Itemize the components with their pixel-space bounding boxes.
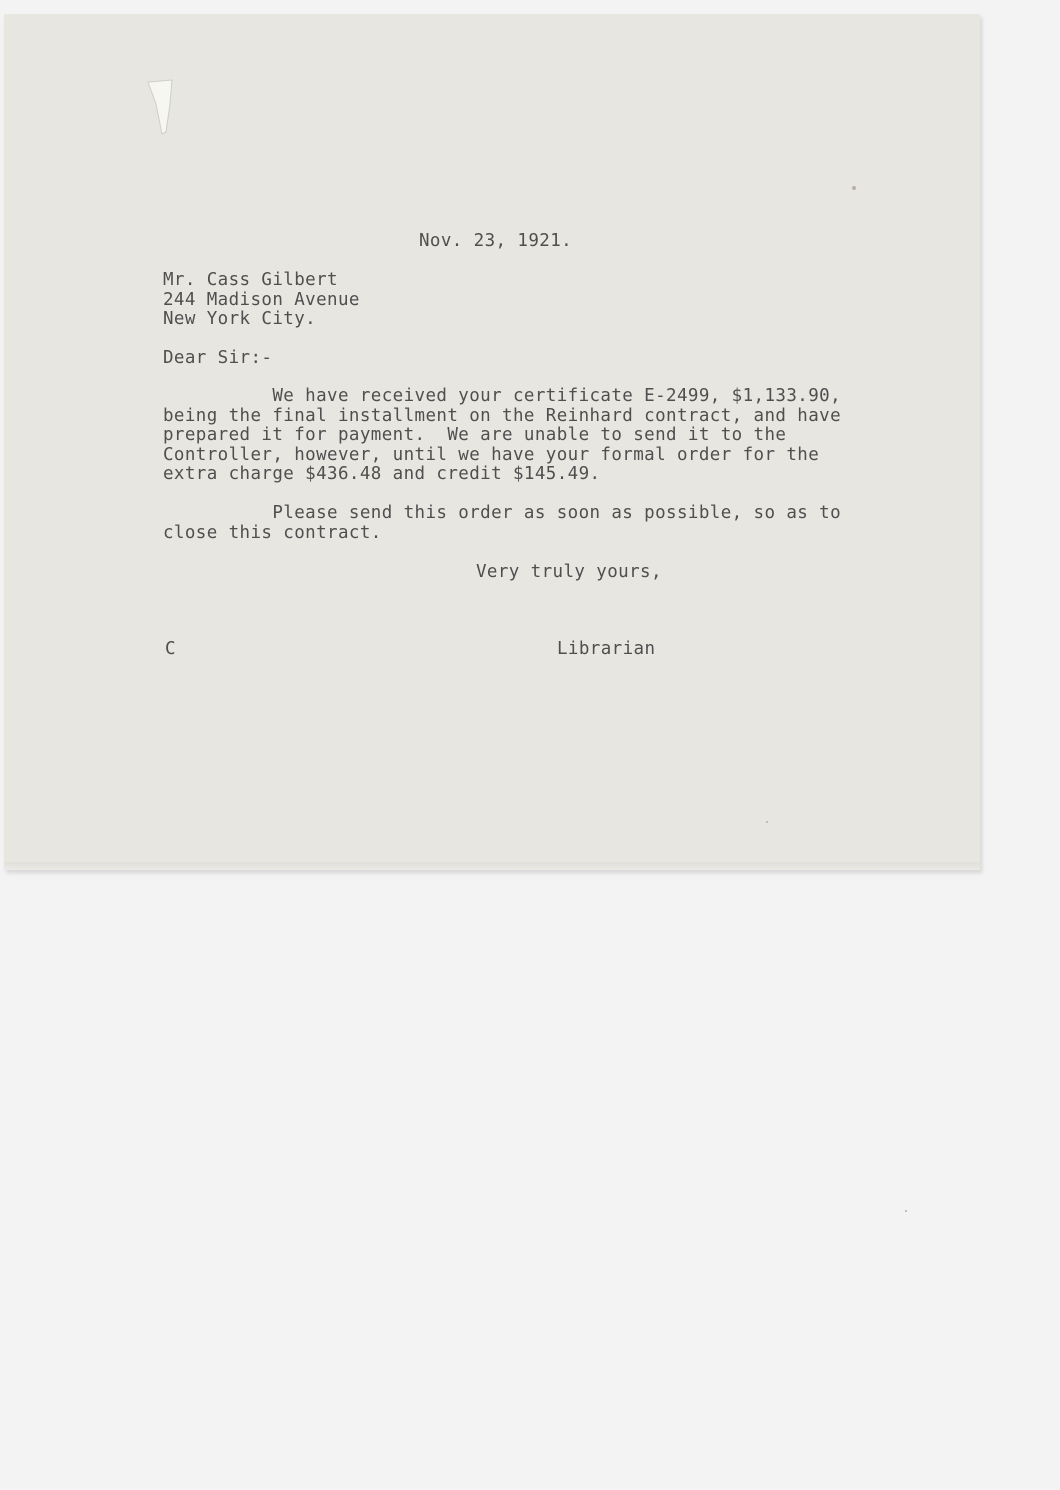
body-paragraph-1 xyxy=(163,387,841,485)
paragraph-line: extra charge $436.48 and credit $145.49. xyxy=(163,464,601,484)
recipient-line: 244 Madison Avenue xyxy=(163,289,360,310)
signature-title: Librarian xyxy=(557,639,656,659)
paragraph-line: We have received your certificate E-2499, $1,133.90, xyxy=(163,386,842,406)
paragraph-line: Please send this order as soon as possible, so as to xyxy=(163,503,842,523)
letter-date: Nov. 23, 1921. xyxy=(419,231,573,251)
complimentary-close: Very truly yours, xyxy=(476,562,662,582)
paragraph-line: being the final installment on the Reinhard contract, and have xyxy=(163,405,842,426)
recipient-line: Mr. Cass Gilbert xyxy=(163,270,338,290)
paragraph-line: close this contract. xyxy=(163,522,382,543)
body-paragraph-2 xyxy=(163,504,841,543)
paragraph-line: Controller, however, until we have your formal order for the xyxy=(163,444,820,465)
paper-speck xyxy=(905,1210,907,1212)
paragraph-line: prepared it for payment. We are unable to send it to the xyxy=(163,425,787,445)
recipient-line: New York City. xyxy=(163,309,317,329)
salutation: Dear Sir:- xyxy=(163,348,273,368)
sheet-bottom-edge xyxy=(4,862,980,870)
punch-hole-mark xyxy=(142,74,178,138)
paper-speck xyxy=(766,821,768,823)
typist-initial: C xyxy=(165,639,176,659)
paper-speck xyxy=(852,186,856,190)
recipient-address xyxy=(163,271,360,330)
